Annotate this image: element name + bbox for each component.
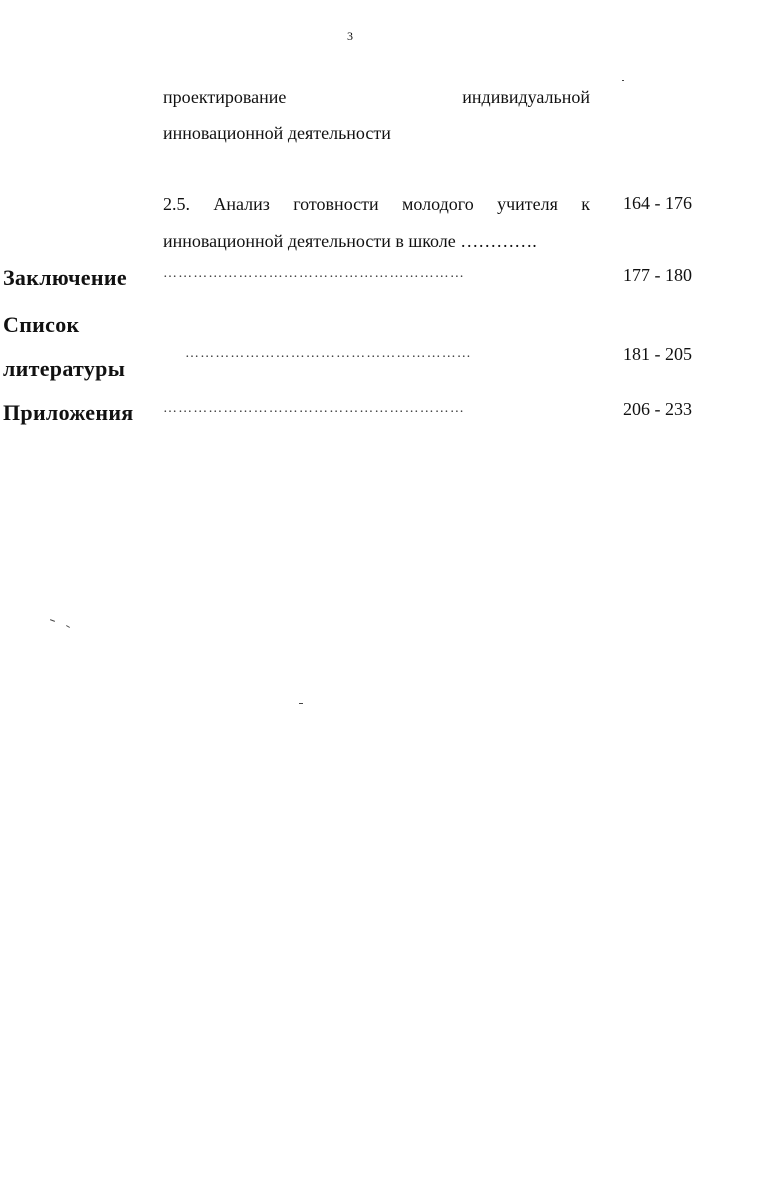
section-references-pages: 181 - 205 [623,344,692,364]
page-number: 3 [347,29,353,43]
toc-entry-2-5-line2: инновационной деятельности в школе …………. [163,231,537,251]
section-appendices-leader: …………………………………………………… [163,401,465,416]
toc-entry-word: индивидуальной [462,87,590,107]
section-conclusion-title: Заключение [3,265,127,290]
toc-entry-2-5-pages: 164 - 176 [623,193,692,213]
section-references-leader: ………………………………………………… [185,346,472,361]
section-references-title-line1: Список [3,312,80,337]
section-references-title-line2: литературы [3,356,126,381]
scan-speck [50,619,55,622]
toc-entry-2-5-line1: 2.5. Анализ готовности молодого учителя к [163,194,590,214]
section-appendices-title: Приложения [3,400,134,425]
scan-speck [299,703,303,704]
toc-entry-continuation-line2: инновационной деятельности [163,123,391,143]
toc-entry-word: проектирование [163,87,287,107]
scan-speck [622,80,624,81]
toc-entry-continuation-line1 [163,86,590,108]
section-conclusion-pages: 177 - 180 [623,265,692,285]
section-appendices-pages: 206 - 233 [623,399,692,419]
scan-speck [66,625,70,628]
section-conclusion-leader: …………………………………………………… [163,266,465,281]
